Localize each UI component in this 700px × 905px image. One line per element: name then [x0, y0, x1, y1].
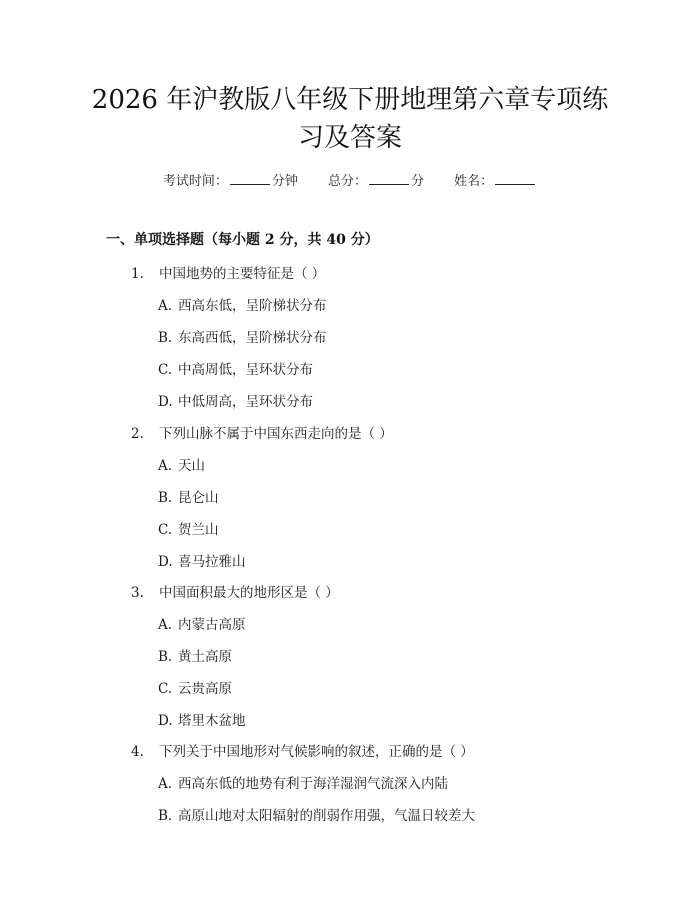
option-text: 云贵高原 — [178, 681, 232, 697]
option-text: 高原山地对太阳辐射的削弱作用强，气温日较差大 — [178, 808, 475, 824]
question-4 — [131, 740, 474, 760]
question-3 — [131, 581, 339, 601]
exam-info-bar — [0, 170, 700, 189]
question-1-option-b — [158, 326, 327, 346]
option-text: 西高东低，呈阶梯状分布 — [178, 298, 327, 314]
question-text: 中国地势的主要特征是（ ） — [159, 266, 326, 282]
option-letter: A. — [158, 776, 173, 792]
question-text: 中国面积最大的地形区是（ ） — [159, 585, 339, 601]
question-1-option-d — [158, 390, 313, 410]
question-4-option-b — [158, 804, 475, 824]
option-text: 中低周高，呈环状分布 — [178, 394, 313, 410]
option-letter: C. — [158, 681, 173, 697]
question-number: 4. — [131, 744, 144, 760]
question-number: 1. — [131, 266, 144, 282]
option-text: 内蒙古高原 — [178, 617, 246, 633]
student-name-blank — [495, 172, 535, 185]
exam-time-field — [163, 170, 298, 189]
total-score-field — [328, 170, 424, 189]
question-3-option-c — [158, 677, 232, 697]
question-2-option-c — [158, 518, 219, 538]
document-title-line-1: 2026 年沪教版八年级下册地理第六章专项练 — [91, 85, 609, 115]
question-2-option-a — [158, 454, 205, 474]
option-letter: D. — [158, 554, 173, 570]
total-score-label: 总分： — [327, 174, 367, 189]
document-title-line-2: 习及答案 — [297, 123, 402, 153]
question-2-option-b — [158, 486, 219, 506]
question-1 — [131, 262, 325, 282]
option-letter: D. — [158, 713, 173, 729]
option-letter: A. — [158, 298, 173, 314]
question-1-option-c — [158, 358, 313, 378]
question-1-option-a — [158, 294, 327, 314]
option-letter: D. — [158, 394, 173, 410]
question-text: 下列山脉不属于中国东西走向的是（ ） — [159, 426, 393, 442]
exam-time-label: 考试时间： — [162, 174, 228, 189]
option-text: 中高周低，呈环状分布 — [178, 362, 313, 378]
option-letter: B. — [158, 330, 173, 346]
option-text: 天山 — [178, 458, 205, 474]
question-2-option-d — [158, 550, 246, 570]
option-text: 昆仑山 — [178, 490, 219, 506]
option-text: 东高西低，呈阶梯状分布 — [178, 330, 327, 346]
question-number: 3. — [131, 585, 144, 601]
option-letter: A. — [158, 617, 173, 633]
question-3-option-a — [158, 613, 246, 633]
option-text: 塔里木盆地 — [178, 713, 246, 729]
question-2 — [131, 422, 393, 442]
exam-time-blank — [230, 172, 270, 185]
section-heading-single-choice: 一、单项选择题（每小题 2 分，共 40 分） — [106, 232, 379, 248]
student-name-field — [454, 170, 537, 189]
total-score-blank — [369, 172, 409, 185]
question-number: 2. — [131, 426, 144, 442]
option-letter: C. — [158, 362, 173, 378]
option-letter: B. — [158, 649, 173, 665]
question-text: 下列关于中国地形对气候影响的叙述，正确的是（ ） — [159, 744, 474, 760]
question-3-option-b — [158, 645, 232, 665]
total-score-unit: 分 — [411, 174, 425, 189]
student-name-label: 姓名： — [454, 174, 494, 189]
option-text: 西高东低的地势有利于海洋湿润气流深入内陆 — [178, 776, 448, 792]
option-text: 黄土高原 — [178, 649, 232, 665]
question-4-option-a — [158, 772, 448, 792]
option-letter: B. — [158, 808, 173, 824]
question-3-option-d — [158, 709, 246, 729]
option-letter: C. — [158, 522, 173, 538]
option-text: 贺兰山 — [178, 522, 219, 538]
exam-time-unit: 分钟 — [271, 174, 298, 189]
option-letter: B. — [158, 490, 173, 506]
option-letter: A. — [158, 458, 173, 474]
option-text: 喜马拉雅山 — [178, 554, 246, 570]
